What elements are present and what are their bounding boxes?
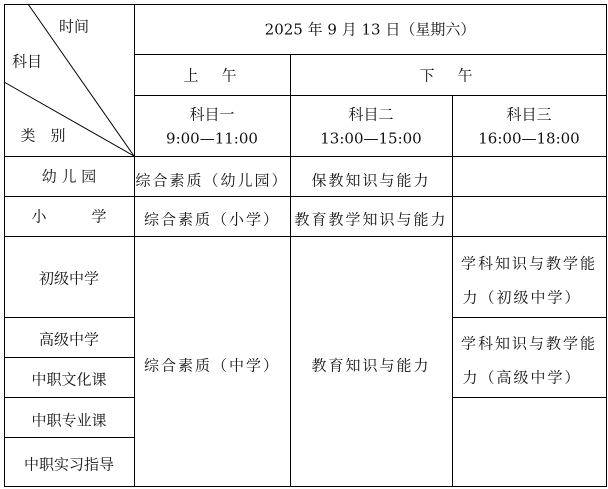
- category-voc-culture: 中职文化课: [31, 370, 107, 389]
- period-afternoon: 下 午: [419, 66, 477, 85]
- cell-primary-subject-2: 教育教学知识与能力: [294, 210, 448, 229]
- subject-1-time: 9:00—11:00: [166, 129, 258, 148]
- subject-2-name: 科目二: [348, 105, 394, 124]
- period-morning: 上 午: [183, 66, 241, 85]
- cell-primary-subject-1: 综合素质（小学）: [143, 210, 281, 229]
- subject-3-name: 科目三: [506, 105, 552, 124]
- subject-1-name: 科目一: [189, 105, 235, 124]
- category-senior: 高级中学: [38, 330, 100, 349]
- corner-category-label: 类 别: [20, 126, 66, 145]
- category-voc-practice: 中职实习指导: [23, 455, 115, 474]
- cell-secondary-subject-1: 综合素质（中学）: [143, 356, 281, 375]
- cell-secondary-subject-2: 教育知识与能力: [311, 356, 431, 375]
- cell-kindergarten-subject-2: 保教知识与能力: [311, 171, 431, 190]
- category-voc-major: 中职专业课: [31, 411, 107, 430]
- exam-date: 2025 年 9 月 13 日（星期六）: [264, 20, 476, 39]
- cell-kindergarten-subject-1: 综合素质（幼儿园）: [135, 171, 289, 190]
- cell-junior-subject-3-line2: 力（初级中学）: [462, 288, 582, 307]
- cell-senior-subject-3-line1: 学科知识与教学能: [460, 334, 598, 353]
- subject-3-time: 16:00—18:00: [478, 129, 580, 148]
- cell-senior-subject-3-line2: 力（高级中学）: [462, 368, 582, 387]
- category-junior: 初级中学: [38, 269, 100, 288]
- cell-junior-subject-3-line1: 学科知识与教学能: [460, 254, 598, 273]
- category-kindergarten: 幼 儿 园: [41, 167, 97, 186]
- subject-2-time: 13:00—15:00: [320, 129, 422, 148]
- corner-time-label: 时间: [58, 17, 90, 36]
- category-primary: 小 学: [31, 207, 107, 226]
- corner-subject-label: 科目: [11, 52, 43, 71]
